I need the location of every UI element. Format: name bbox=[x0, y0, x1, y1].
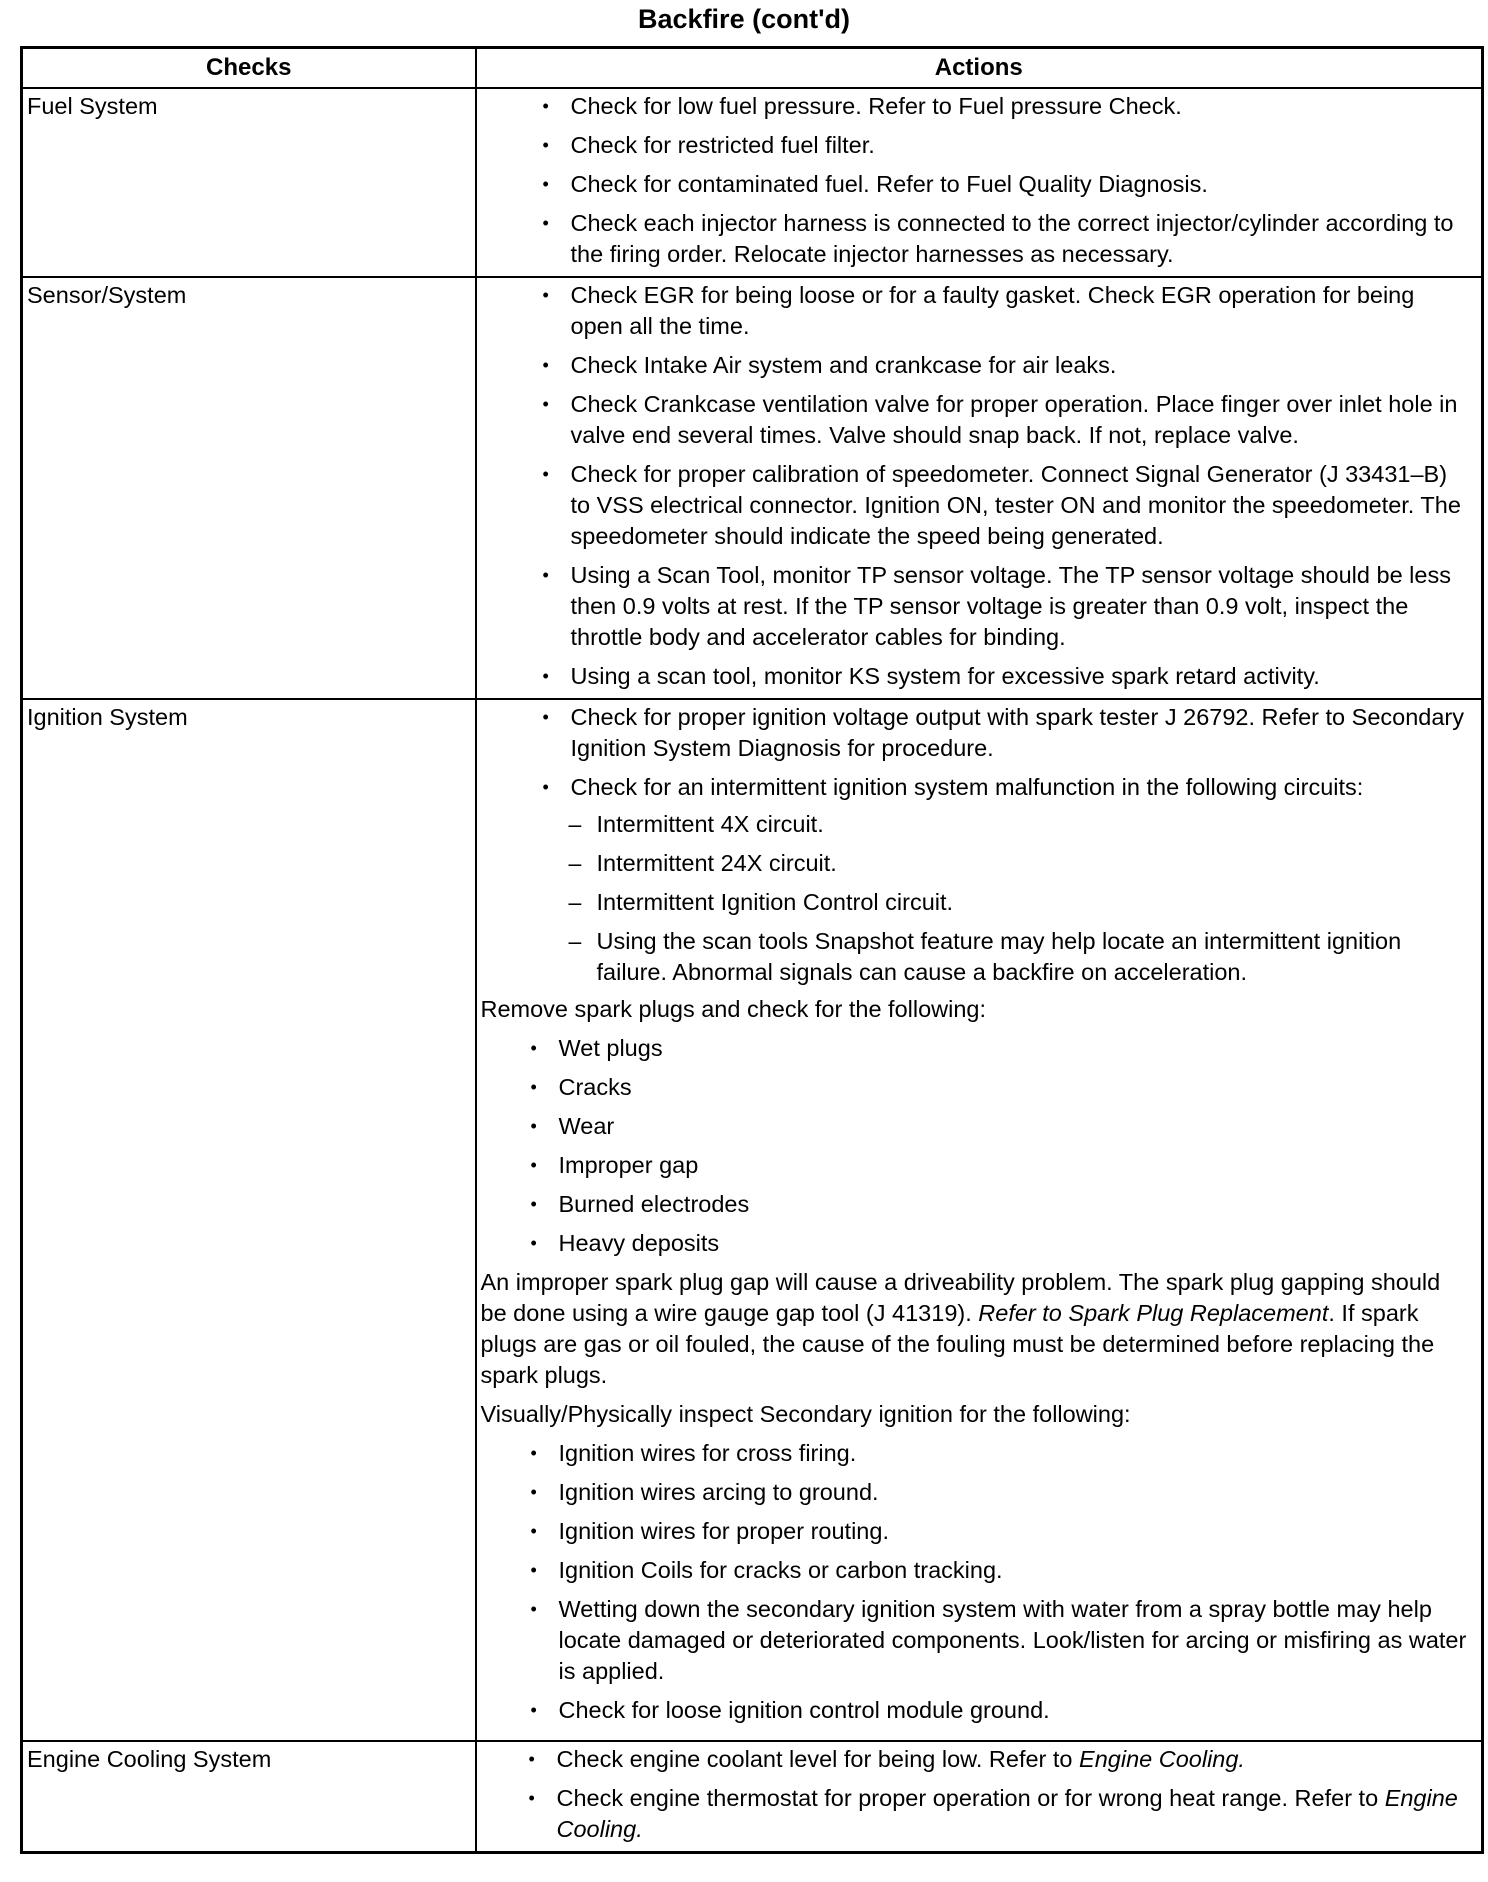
list-item: • Wetting down the secondary ignition system with water from a spray bottle may help locate damaged or deteriorated components. Look/listen for arcing or misfiring as water is applied. bbox=[513, 1594, 1472, 1687]
list-item: – Intermittent Ignition Control circuit. bbox=[561, 887, 1472, 918]
list-item bbox=[511, 1744, 1472, 1775]
item-reference: Engine Cooling. bbox=[556, 1785, 1458, 1842]
list-item: • Check Crankcase ventilation valve for proper operation. Place finger over inlet hole in valve end several times. Valve should snap back. If not, replace valve. bbox=[525, 389, 1472, 451]
backfire-table bbox=[20, 46, 1484, 1854]
list-item: • Check for contaminated fuel. Refer to Fuel Quality Diagnosis. bbox=[525, 169, 1472, 200]
list-item: • Ignition wires for proper routing. bbox=[513, 1516, 1472, 1547]
item-text: Check engine thermostat for proper operation or for wrong heat range. Refer to bbox=[556, 1785, 1385, 1811]
list-item: – Intermittent 4X circuit. bbox=[561, 809, 1472, 840]
list-item: • Cracks bbox=[513, 1072, 1472, 1103]
actions-cell bbox=[476, 699, 1483, 1741]
header-checks: Checks bbox=[22, 48, 476, 89]
item-text: Check engine coolant level for being low. Refer to bbox=[556, 1746, 1080, 1772]
list-item: • Improper gap bbox=[513, 1150, 1472, 1181]
list-item: • Check for loose ignition control module ground. bbox=[513, 1695, 1472, 1726]
table-row bbox=[22, 88, 1483, 277]
visual-intro: Visually/Physically inspect Secondary ignition for the following: bbox=[480, 1401, 1131, 1427]
actions-cell bbox=[476, 277, 1483, 699]
table-row bbox=[22, 1741, 1483, 1853]
list-item: • Using a Scan Tool, monitor TP sensor voltage. The TP sensor voltage should be less then 0.9 volts at rest. If the TP sensor voltage is greater than 0.9 volt, inspect the throttle body and accelerator cables for binding. bbox=[525, 560, 1472, 653]
list-item: • Heavy deposits bbox=[513, 1228, 1472, 1259]
list-item: • Check for proper calibration of speedometer. Connect Signal Generator (J 33431–B) to VSS electrical connector. Ignition ON, tester ON and monitor the speedometer. The speedometer should indicate the speed being generated. bbox=[525, 459, 1472, 552]
list-item: • Check EGR for being loose or for a faulty gasket. Check EGR operation for being open all the time. bbox=[525, 280, 1472, 342]
list-item: – Intermittent 24X circuit. bbox=[561, 848, 1472, 879]
check-cell: Fuel System bbox=[22, 88, 476, 277]
gap-paragraph bbox=[481, 1267, 1472, 1391]
list-item: • Check Intake Air system and crankcase for air leaks. bbox=[525, 350, 1472, 381]
actions-cell bbox=[476, 1741, 1483, 1853]
list-item: • Wear bbox=[513, 1111, 1472, 1142]
plugs-intro: Remove spark plugs and check for the following: bbox=[480, 996, 987, 1022]
table-row bbox=[22, 277, 1483, 699]
list-item: • Wet plugs bbox=[513, 1033, 1472, 1064]
table-row bbox=[22, 699, 1483, 1741]
page-title: Backfire (cont'd) bbox=[638, 4, 850, 34]
header-actions: Actions bbox=[476, 48, 1483, 89]
gap-reference: Refer to Spark Plug Replacement bbox=[978, 1300, 1329, 1326]
gap-text: An improper spark plug gap will cause a driveability problem. The spark plug gapping should be done using a wire gauge gap tool (J 41319). bbox=[480, 1269, 1441, 1326]
list-item: • Check for low fuel pressure. Refer to Fuel pressure Check. bbox=[525, 91, 1472, 122]
list-item: • Check each injector harness is connected to the correct injector/cylinder according to the firing order. Relocate injector harnesses as necessary. bbox=[525, 208, 1472, 270]
list-item: • Using a scan tool, monitor KS system for excessive spark retard activity. bbox=[525, 661, 1472, 692]
check-cell: Sensor/System bbox=[22, 277, 476, 699]
actions-cell bbox=[476, 88, 1483, 277]
list-item bbox=[511, 1783, 1472, 1845]
list-item: • Check for proper ignition voltage output with spark tester J 26792. Refer to Secondary Ignition System Diagnosis for procedure. bbox=[525, 702, 1472, 764]
list-item: – Using the scan tools Snapshot feature may help locate an intermittent ignition failure. Abnormal signals can cause a backfire on acceleration. bbox=[561, 926, 1472, 988]
gap-text-end: . If spark plugs are gas or oil fouled, the cause of the fouling must be determined before replacing the spark plugs. bbox=[480, 1300, 1435, 1388]
check-cell: Ignition System bbox=[22, 699, 476, 1741]
list-item: • Check for restricted fuel filter. bbox=[525, 130, 1472, 161]
list-item: • Ignition wires for cross firing. bbox=[513, 1438, 1472, 1469]
item-reference: Engine Cooling. bbox=[1079, 1746, 1245, 1772]
list-item: • Ignition wires arcing to ground. bbox=[513, 1477, 1472, 1508]
list-item: • Burned electrodes bbox=[513, 1189, 1472, 1220]
check-cell: Engine Cooling System bbox=[22, 1741, 476, 1853]
list-item: • Ignition Coils for cracks or carbon tracking. bbox=[513, 1555, 1472, 1586]
list-item: • Check for an intermittent ignition system malfunction in the following circuits: bbox=[525, 772, 1472, 803]
table-header-row bbox=[22, 48, 1483, 89]
